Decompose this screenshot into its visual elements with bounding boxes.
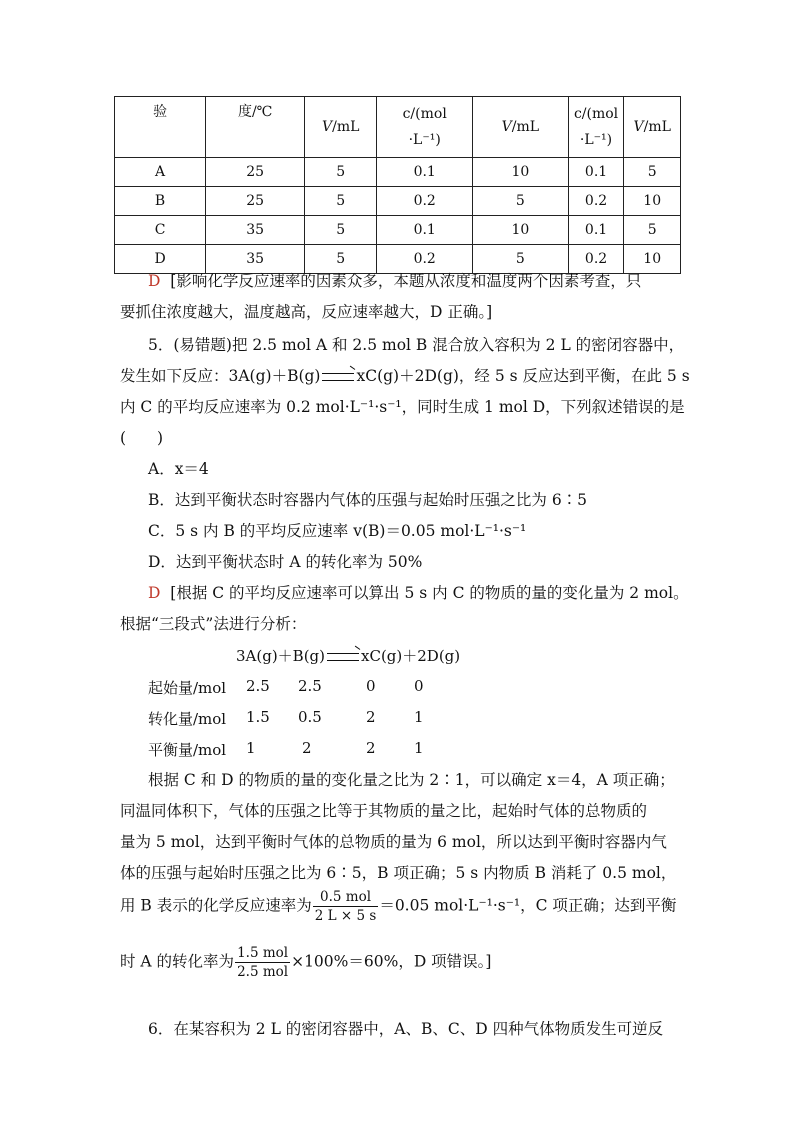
table-header-row [115,97,681,158]
table-cell: 5 [473,187,569,216]
q5-stem-line-2: 发生如下反应：3A(g)＋B(g) xC(g)＋2D(g)，经 5 s 反应达到平衡，在此 5 s [120,367,690,385]
q5-option-d: D．达到平衡状态时 A 的转化率为 50% [148,553,423,571]
table-cell: 5 [305,245,377,274]
table-row [115,216,681,245]
table-cell: 5 [624,158,681,187]
grid-value: 1 [414,739,424,757]
q5-explanation-line-4: 体的压强与起始时压强之比为 6∶5，B 项正确；5 s 内物质 B 消耗了 0.5 mol， [120,864,677,882]
table-row [115,245,681,274]
grid-value: 2 [302,739,312,757]
grid-value: 0.5 [298,708,322,726]
q5-answer-line-2: 根据“三段式”法进行分析： [120,615,307,633]
grid-value: 2.5 [298,677,322,695]
grid-value: 1.5 [246,708,270,726]
answer-letter: D [148,272,161,290]
table-cell: 0.1 [377,158,473,187]
table-cell: 0.1 [568,158,624,187]
q5-explanation-line-6: 时 A 的转化率为 $\frac{\text{1.5 mol}}{\text{2.5 mol}}$ ×100%＝60%，D 项错误。] [120,945,492,980]
q5-explanation-line-1: 根据 C 和 D 的物质的量的变化量之比为 2∶1，可以确定 x＝4，A 项正确； [148,771,675,789]
q4-answer-line-1: D [影响化学反应速率的因素众多，本题从浓度和温度两个因素考查，只 [148,272,642,290]
q4-answer-line-2: 要抓住浓度越大，温度越高，反应速率越大，D 正确。] [120,303,493,321]
three-stage-equation: 3A(g)＋B(g) xC(g)＋2D(g) [236,647,461,665]
table-cell: A [115,158,206,187]
q5-answer-line-1: D [根据 C 的平均反应速率可以算出 5 s 内 C 的物质的量的变化量为 2 mol。 [148,584,689,602]
table-cell: 25 [206,158,305,187]
table-cell: 5 [305,216,377,245]
q5-option-b: B．达到平衡状态时容器内气体的压强与起始时压强之比为 6∶5 [148,491,588,509]
q5-stem-line-3: 内 C 的平均反应速率为 0.2 mol·L⁻¹·s⁻¹，同时生成 1 mol D，下列叙述错误的是 [120,398,685,416]
q5-explanation-line-3: 量为 5 mol，达到平衡时气体的总物质的量为 6 mol，所以达到平衡时容器内气 [120,833,667,851]
table-cell: 10 [473,158,569,187]
table-cell: 10 [473,216,569,245]
header-cell: c/(mol ·L⁻¹) [377,97,473,158]
table-cell: 0.1 [568,216,624,245]
grid-row-label: 平衡量/mol [148,741,227,759]
table-cell: 35 [206,216,305,245]
grid-value: 1 [414,708,424,726]
q5-explanation-line-2: 同温同体积下，气体的压强之比等于其物质的量之比，起始时气体的总物质的 [120,802,648,820]
table-cell: 0.2 [377,187,473,216]
table-cell: 35 [206,245,305,274]
table-cell: 5 [473,245,569,274]
grid-value: 1 [246,739,256,757]
header-cell: c/(mol ·L⁻¹) [568,97,624,158]
grid-value: 2 [366,708,376,726]
header-cell: V/mL [624,97,681,158]
table-cell: B [115,187,206,216]
table-cell: 0.2 [568,187,624,216]
header-cell: V/mL [305,97,377,158]
table-cell: 0.1 [377,216,473,245]
grid-row-label: 起始量/mol [148,679,227,697]
q5-explanation-line-5: 用 B 表示的化学反应速率为 $\frac{\text{0.5 mol}}{2 L \times 5 s}$ ＝0.05 mol·L⁻¹·s⁻¹，C 项正确；达到平衡 [120,889,677,924]
answer-letter: D [148,584,161,602]
q5-option-a: A．x＝4 [148,460,209,478]
fraction: $\frac{\text{0.5 mol}}{2 L \times 5 s}$ [314,889,377,924]
fraction: $\frac{\text{1.5 mol}}{\text{2.5 mol}}$ [237,945,289,980]
q5-option-c: C．5 s 内 B 的平均反应速率 v(B)＝0.05 mol·L⁻¹·s⁻¹ [148,522,527,540]
table-cell: 10 [624,245,681,274]
grid-value: 2 [366,739,376,757]
table-row [115,187,681,216]
q6-stem-line-1: 6．在某容积为 2 L 的密闭容器中，A、B、C、D 四种气体物质发生可逆反 [148,1020,664,1038]
grid-value: 2.5 [246,677,270,695]
table-cell: C [115,216,206,245]
table-row [115,158,681,187]
experiment-table [114,96,681,274]
header-cell: 验 [115,97,206,158]
reversible-arrow-icon [322,373,354,381]
table-cell: 0.2 [377,245,473,274]
table-cell: 5 [624,216,681,245]
table-cell: 10 [624,187,681,216]
grid-value: 0 [414,677,424,695]
grid-row-label: 转化量/mol [148,710,227,728]
table-cell: 5 [305,187,377,216]
q5-stem-line-4: ( ) [120,429,164,447]
table-cell: 0.2 [568,245,624,274]
header-cell: 度/℃ [206,97,305,158]
reversible-arrow-icon [327,653,359,661]
table-cell: D [115,245,206,274]
table-cell: 25 [206,187,305,216]
grid-value: 0 [366,677,376,695]
q5-stem-line-1: 5．(易错题)把 2.5 mol A 和 2.5 mol B 混合放入容积为 2 L 的密闭容器中， [148,336,685,354]
header-cell: V/mL [473,97,569,158]
table-cell: 5 [305,158,377,187]
